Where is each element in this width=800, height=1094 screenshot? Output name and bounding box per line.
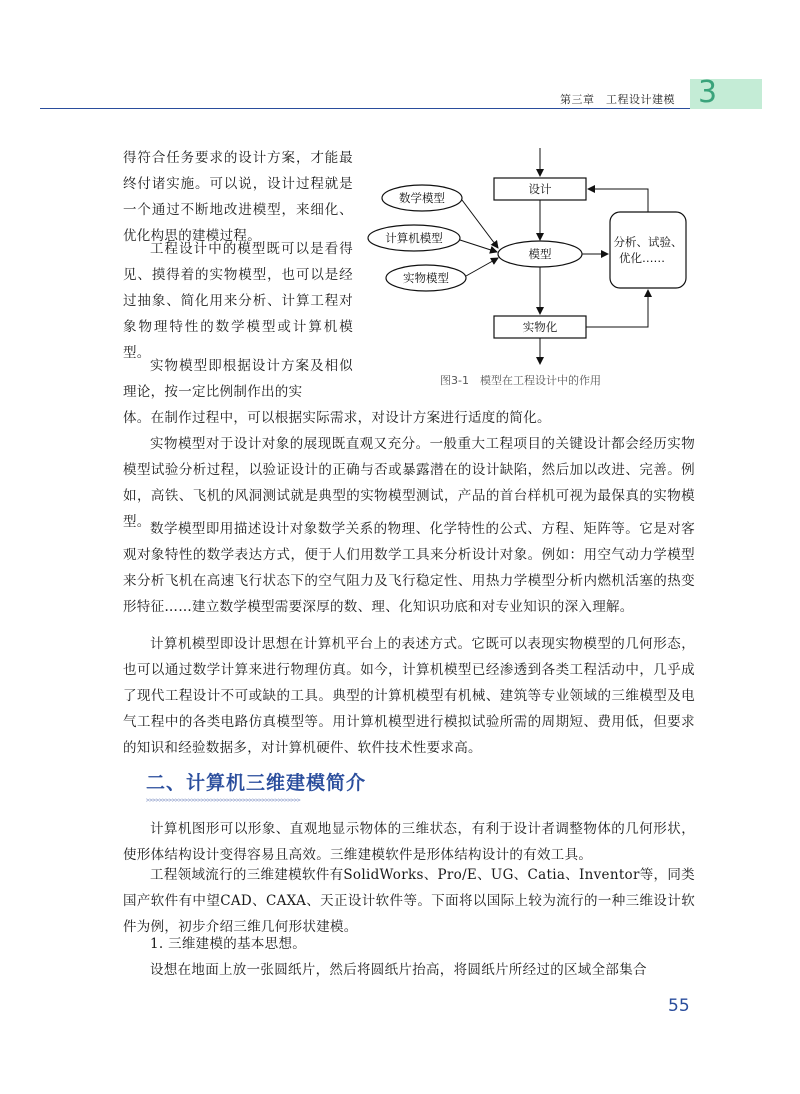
paragraph-2: 工程设计中的模型既可以是看得见、摸得着的实物模型，也可以是经过抽象、简化用来分析、计算工程对象物理特性的数学模型或计算机模型。	[123, 241, 353, 361]
paragraph-8: 工程领域流行的三维建模软件有SolidWorks、Pro/E、UG、Catia、Inventor等，同类国产软件有中望CAD、CAXA、天正设计软件等。下面将以国际上较为流行的一种三维设计软件为例，初步介绍三维几何形状建模。	[123, 867, 695, 935]
analysis-box	[610, 212, 686, 288]
paragraph-4: 实物模型对于设计对象的展现既直观又充分。一般重大工程项目的关键设计都会经历实物模型试验分析过程，以验证设计的正确与否或暴露潜在的设计缺陷，然后加以改进、完善。例如，高铁、飞机的风洞测试就是典型的实物模型测试，产品的首台样机可视为最保真的实物模型。	[123, 436, 695, 530]
arrow-computer-model	[460, 240, 497, 252]
math-model-label: 数学模型	[399, 191, 445, 205]
analysis-label-2: 优化……	[619, 251, 665, 265]
paragraph-7: 计算机图形可以形象、直观地显示物体的三维状态，有利于设计者调整物体的几何形状，使形体结构设计变得容易且高效。三维建模软件是形体结构设计的有效工具。	[123, 821, 695, 863]
chapter-number: 3	[698, 75, 718, 110]
paragraph-5: 数学模型即用描述设计对象数学关系的物理、化学特性的公式、方程、矩阵等。它是对客观对象特性的数学表达方式，便于人们用数学工具来分析设计对象。例如：用空气动力学模型来分析飞机在高速飞行状态下的空气阻力及飞行稳定性、用热力学模型分析内燃机活塞的热变形特征……建立数学模型需要深厚的数、理、化知识功底和对专业知识的深入理解。	[123, 521, 695, 615]
figure-caption: 图3-1 模型在工程设计中的作用	[440, 374, 601, 387]
section-heading: 二、计算机三维建模简介	[146, 772, 367, 794]
paragraph-3-continued: 体。在制作过程中，可以根据实际需求，对设计方案进行适度的简化。	[123, 410, 551, 426]
paragraph-6: 计算机模型即设计思想在计算机平台上的表述方式。它既可以表现实物模型的几何形态，也可以通过数学计算来进行物理仿真。如今，计算机模型已经渗透到各类工程活动中，几乎成了现代工程设计不可或缺的工具。典型的计算机模型有机械、建筑等专业领域的三维模型及电气工程中的各类电路仿真模型等。用计算机模型进行模拟试验所需的周期短、费用低，但要求的知识和经验数据多，对计算机硬件、软件技术性要求高。	[123, 636, 695, 756]
header-rule	[40, 108, 690, 109]
section-heading-underline: >>>>>>>>>>>>>>>>>>>>>>>>>>>>>>>>>>>>>>>>>>>>>>>>	[146, 797, 301, 804]
paragraph-1: 得符合任务要求的设计方案，才能最终付诸实施。可以说，设计过程就是一个通过不断地改进模型，来细化、优化构思的建模过程。	[123, 150, 353, 244]
physical-label: 实物化	[522, 320, 558, 334]
model-label: 模型	[528, 247, 552, 261]
paragraph-3: 实物模型即根据设计方案及相似理论，按一定比例制作出的实	[123, 358, 353, 400]
paragraph-10: 设想在地面上放一张圆纸片，然后将圆纸片抬高，将圆纸片所经过的区域全部集合	[150, 962, 647, 978]
numbered-item-1: 1. 三维建模的基本思想。	[150, 936, 307, 952]
design-label: 设计	[528, 182, 552, 196]
running-header: 第三章 工程设计建模	[560, 93, 675, 106]
arrow-analysis-design	[588, 189, 648, 212]
arrow-physical-model	[466, 258, 498, 276]
page-number: 55	[668, 996, 690, 1016]
chapter-tab	[690, 75, 762, 110]
computer-model-label: 计算机模型	[385, 231, 443, 245]
figure-model-role	[360, 140, 700, 400]
physical-model-label: 实物模型	[403, 271, 449, 285]
flow-diagram	[360, 140, 700, 400]
analysis-label-1: 分析、试验、	[613, 235, 683, 249]
arrow-physical-analysis	[586, 290, 648, 327]
arrow-math-model	[462, 200, 498, 248]
